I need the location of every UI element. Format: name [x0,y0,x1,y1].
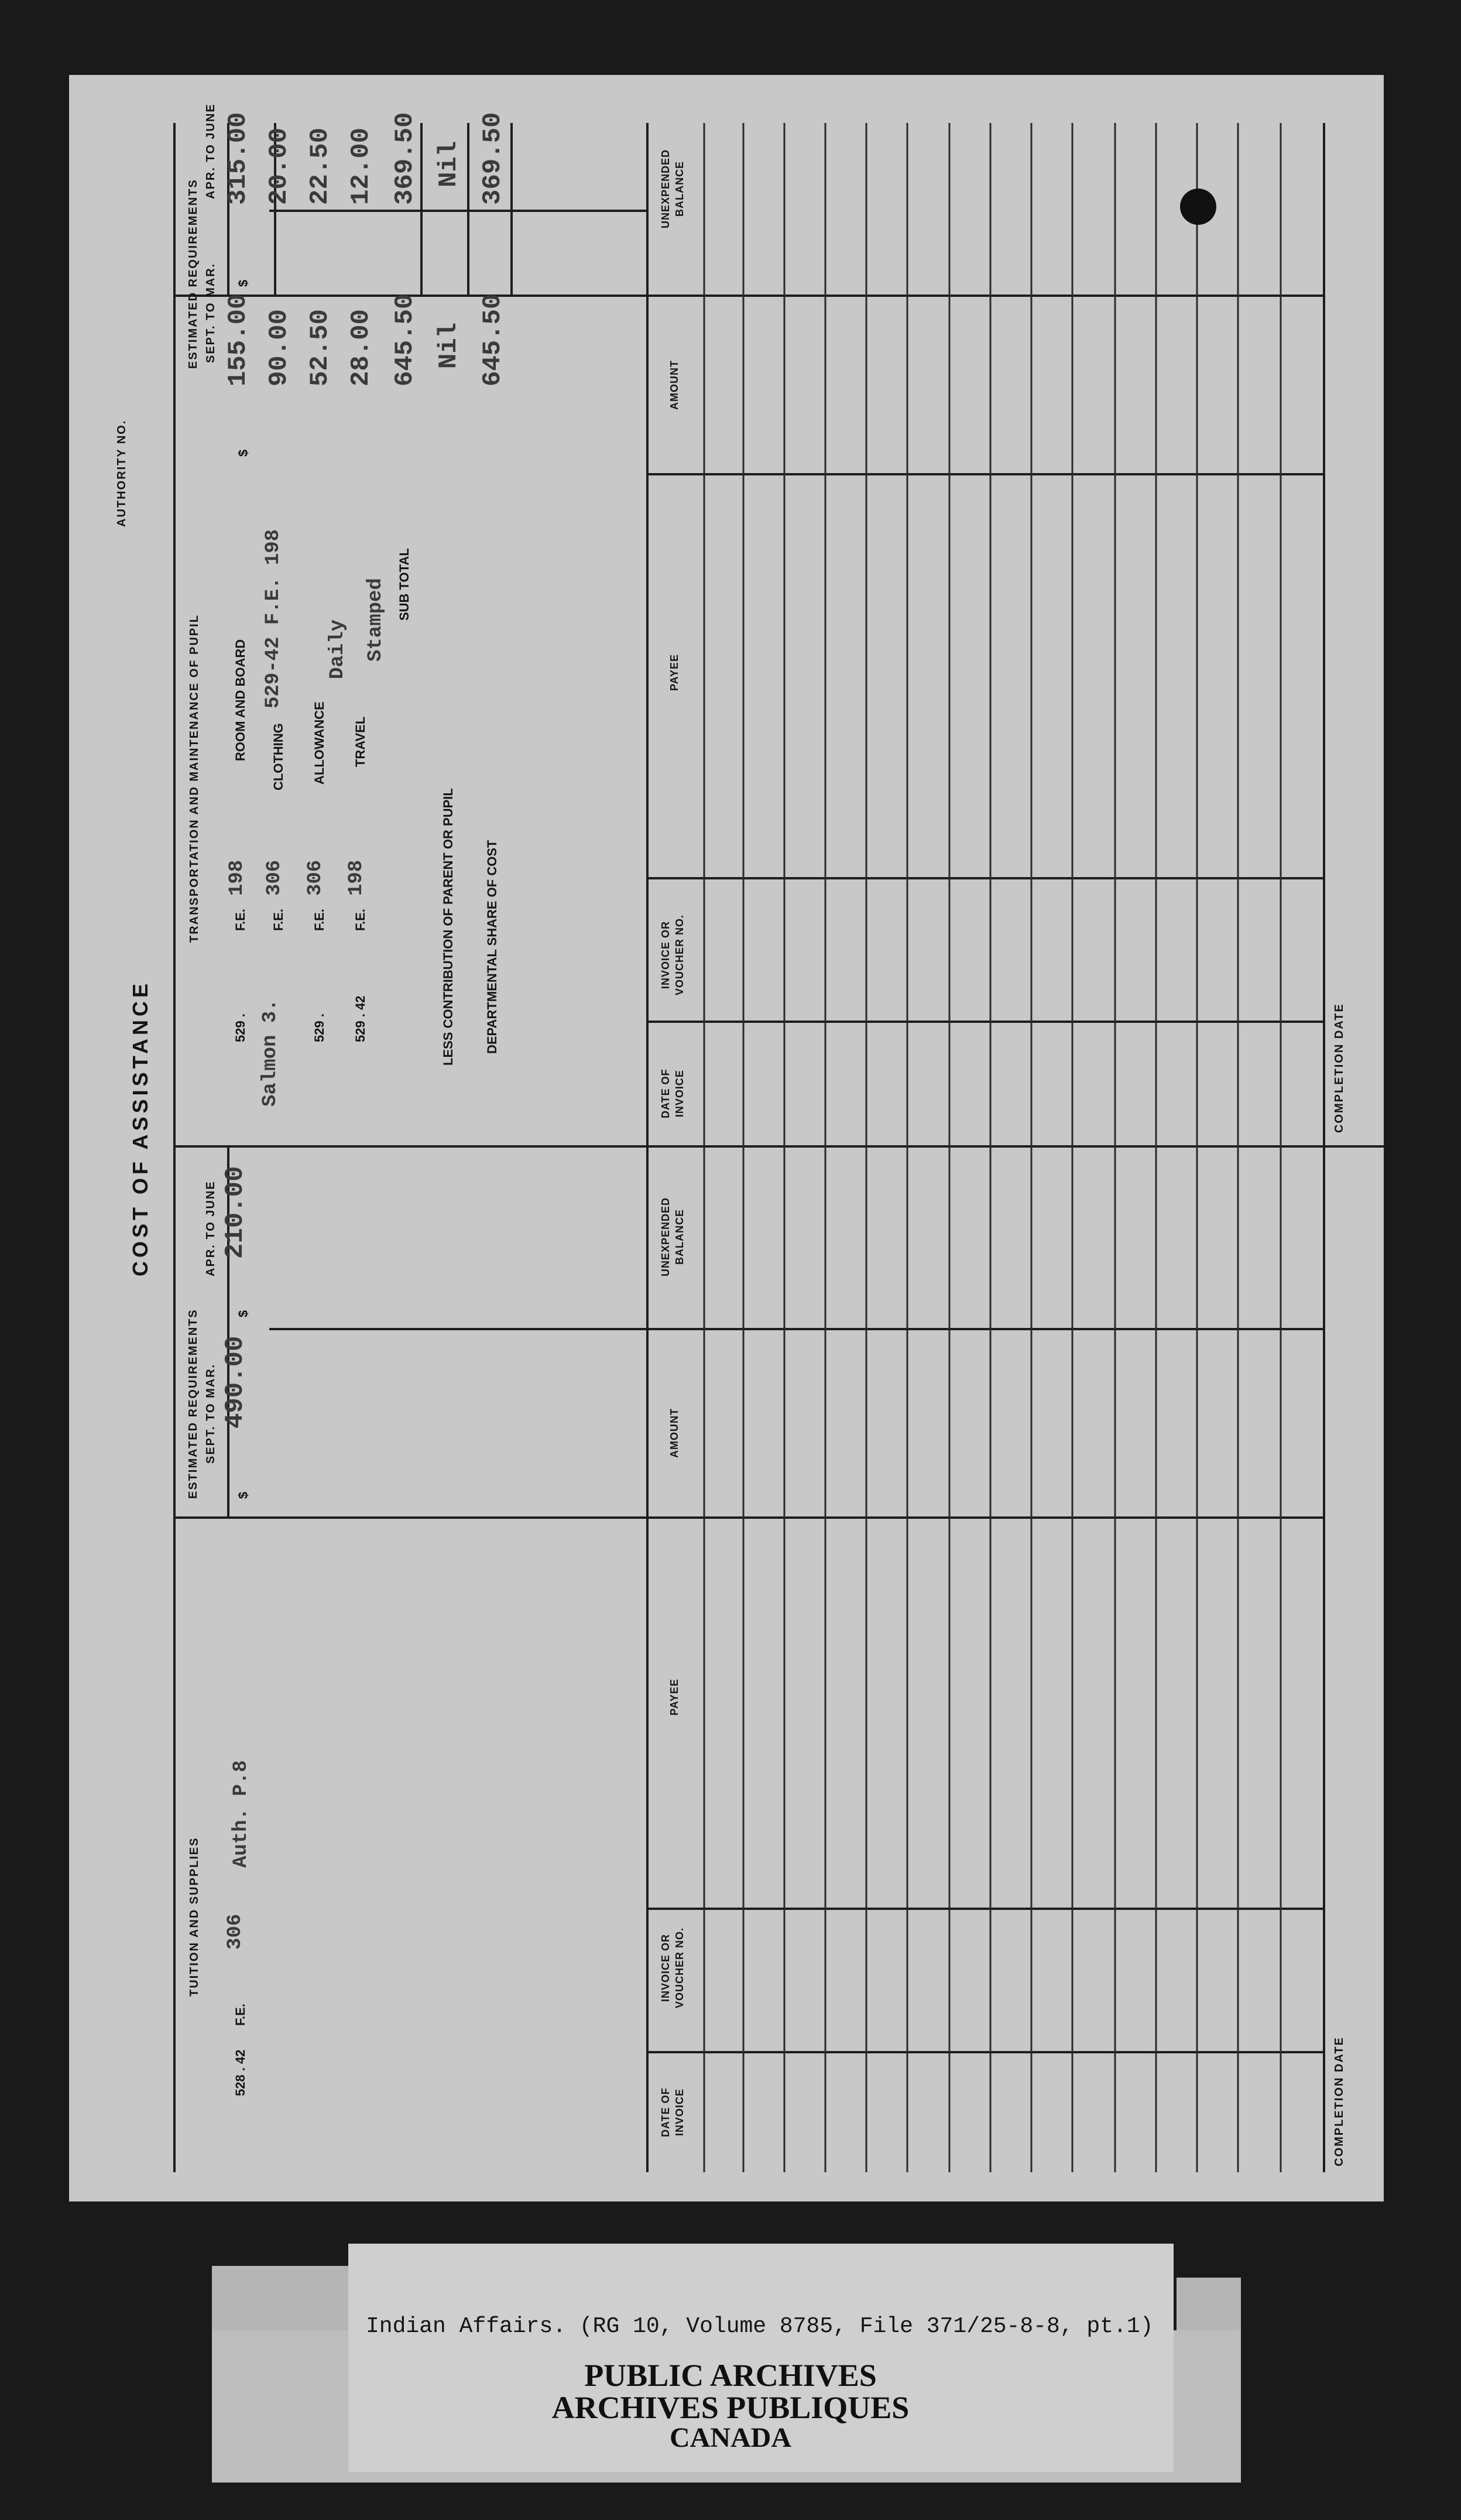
hdr-amount-bottom: AMOUNT [668,1408,680,1458]
less-apr: Nil [434,141,464,187]
row3-code: 529 . [312,1014,327,1042]
row4-sept: 28.00 [347,309,376,386]
hdr-date-invoice-top: DATE OF INVOICE [660,1069,685,1118]
row2-code: Salmon 3. [259,999,282,1107]
subtotal-sept: 645.50 [390,293,420,386]
row4-label: TRAVEL [353,716,368,767]
row2-fe-number: 306 [263,860,286,896]
transport-est-heading: ESTIMATED REQUIREMENTS [187,179,200,369]
hdr-unexpended-bottom: UNEXPENDED BALANCE [660,1197,685,1276]
tuition-sept-label: SEPT. TO MAR. [204,1363,217,1464]
completion-date-top: COMPLETION DATE [1333,1003,1346,1133]
less-sept: Nil [434,322,464,369]
archive-line-canada: CANADA [670,2422,791,2453]
tuition-apr-value: 210.00 [221,1166,250,1259]
row3-fe-number: 306 [304,860,327,896]
row3-apr: 22.50 [306,127,335,205]
row4-code: 529 . 42 [353,995,368,1042]
tuition-apr-label: APR. TO JUNE [204,1180,217,1276]
transport-dollar-apr: $ [236,279,251,287]
row1-apr: 315.00 [224,112,253,205]
row1-code: 529 . [233,1014,248,1042]
row1-fe-number: 198 [226,860,248,896]
hdr-unexpended-top: UNEXPENDED BALANCE [660,149,685,228]
row1-label: ROOM AND BOARD [233,639,248,761]
tuition-heading: TUITION AND SUPPLIES [188,1837,201,1997]
row1-fe: F.E. [233,909,248,931]
row2-apr: 20.00 [265,127,294,205]
hdr-payee-bottom: PAYEE [668,1678,680,1716]
hdr-amount-top: AMOUNT [668,360,680,410]
hdr-payee-top: PAYEE [668,653,680,691]
dept-sept: 645.50 [478,293,507,386]
transport-apr-label: APR. TO JUNE [204,103,217,199]
departmental-share-label: DEPARTMENTAL SHARE OF COST [485,840,499,1054]
transport-heading: TRANSPORTATION AND MAINTENANCE OF PUPIL [188,614,201,943]
tuition-est-heading: ESTIMATED REQUIREMENTS [187,1309,200,1499]
row2-fe: F.E. [271,909,286,931]
archive-line-public: PUBLIC ARCHIVES [584,2358,877,2393]
row3-handwritten: Daily [327,619,349,679]
archive-line-publiques: ARCHIVES PUBLIQUES [551,2390,910,2425]
transport-sept-label: SEPT. TO MAR. [204,262,217,363]
tuition-fe-number: 306 [224,1913,246,1950]
hdr-voucher-bottom: INVOICE OR VOUCHER NO. [660,1927,685,2008]
completion-date-bottom: COMPLETION DATE [1333,2036,1346,2166]
row4-apr: 12.00 [347,127,376,205]
row3-label: ALLOWANCE [312,701,327,785]
row4-fe: F.E. [353,909,368,931]
subtotal-label: SUB TOTAL [397,548,411,621]
row4-fe-number: 198 [345,860,368,896]
row2-label: CLOTHING [271,723,286,790]
tuition-sept-value: 490.00 [221,1336,250,1429]
dept-apr: 369.50 [478,112,507,205]
authority-label: AUTHORITY NO. [115,419,128,527]
tuition-code: 528 . 42 [233,2049,248,2096]
hdr-voucher-top: INVOICE OR VOUCHER NO. [660,914,685,995]
tuition-fe-note: Auth. P.8 [230,1760,252,1868]
row4-handwritten: Stamped [365,578,387,662]
tuition-dollar-apr: $ [236,1310,251,1317]
row3-fe: F.E. [312,909,327,931]
form-title: COST OF ASSISTANCE [128,980,152,1276]
subtotal-apr: 369.50 [390,112,420,205]
row2-sept: 90.00 [265,309,294,386]
row3-sept: 52.50 [306,309,335,386]
row1-sept: 155.00 [224,293,253,386]
row2-handwritten: 529-42 F.E. 198 [262,529,284,708]
less-contribution-label: LESS CONTRIBUTION OF PARENT OR PUPIL [441,788,455,1066]
archive-citation: Indian Affairs. (RG 10, Volume 8785, File 371/25-8-8, pt.1) [366,2314,1154,2339]
transport-dollar-sept: $ [236,449,251,457]
tuition-fe-prefix: F.E. [233,2004,248,2026]
punch-hole [1180,189,1216,225]
tuition-dollar-sept: $ [236,1491,251,1499]
hdr-date-invoice-bottom: DATE OF INVOICE [660,2087,685,2137]
